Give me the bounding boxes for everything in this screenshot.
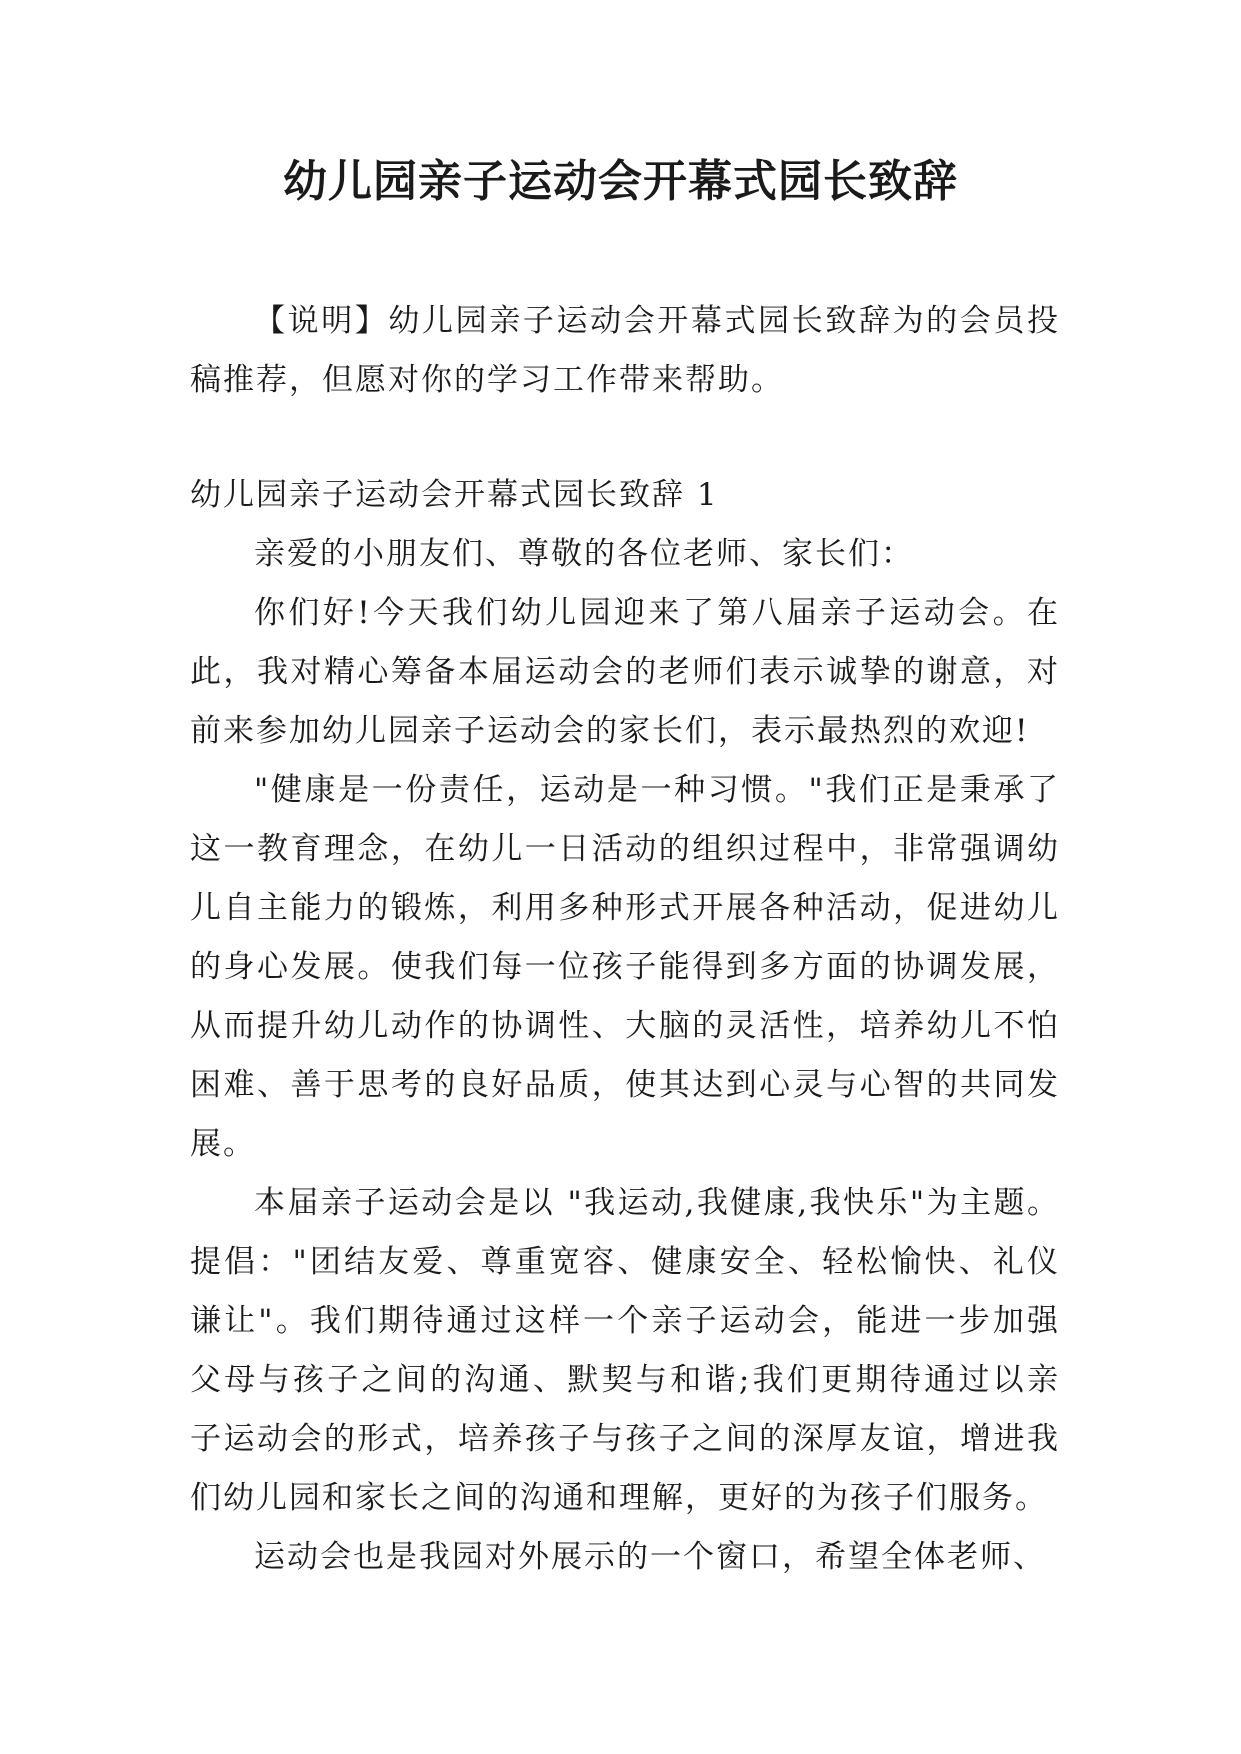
body-paragraph-window: 运动会也是我园对外展示的一个窗口，希望全体老师、 (254, 1539, 1046, 1575)
body-paragraph-theme: 本届亲子运动会是以 "我运动,我健康,我快乐"为主题。提倡："团结友爱、尊重宽容、健康安全、轻松愉快、礼仪谦让"。我们期待通过这样一个亲子运动会，能进一步加强父母与孩子之间的沟通、默契与和谐;我们更期待通过以亲子运动会的形式，培养孩子与孩子之间的深厚友谊，增进我们幼儿园和家长之间的沟通和理解，更好的为孩子们服务。 (190, 1185, 1060, 1516)
body-paragraph-philosophy: "健康是一份责任，运动是一种习惯。"我们正是秉承了这一教育理念，在幼儿一日活动的组织过程中，非常强调幼儿自主能力的锻炼，利用多种形式开展各种活动，促进幼儿的身心发展。使我们每一位孩子能得到多方面的协调发展，从而提升幼儿动作的协调性、大脑的灵活性，培养幼儿不怕困难、善于思考的良好品质，使其达到心灵与心智的共同发展。 (190, 772, 1060, 1162)
document-title: 幼儿园亲子运动会开幕式园长致辞 (283, 156, 958, 207)
document-body (190, 292, 1060, 1587)
body-paragraph-welcome: 你们好!今天我们幼儿园迎来了第八届亲子运动会。在此，我对精心筹备本届运动会的老师们表示诚挚的谢意，对前来参加幼儿园亲子运动会的家长们，表示最热烈的欢迎! (190, 595, 1060, 749)
note-paragraph: 【说明】幼儿园亲子运动会开幕式园长致辞为的会员投稿推荐，但愿对你的学习工作带来帮助。 (190, 303, 1060, 398)
section-heading: 幼儿园亲子运动会开幕式园长致辞 1 (190, 477, 719, 513)
body-paragraph-greeting: 亲爱的小朋友们、尊敬的各位老师、家长们： (254, 536, 914, 572)
